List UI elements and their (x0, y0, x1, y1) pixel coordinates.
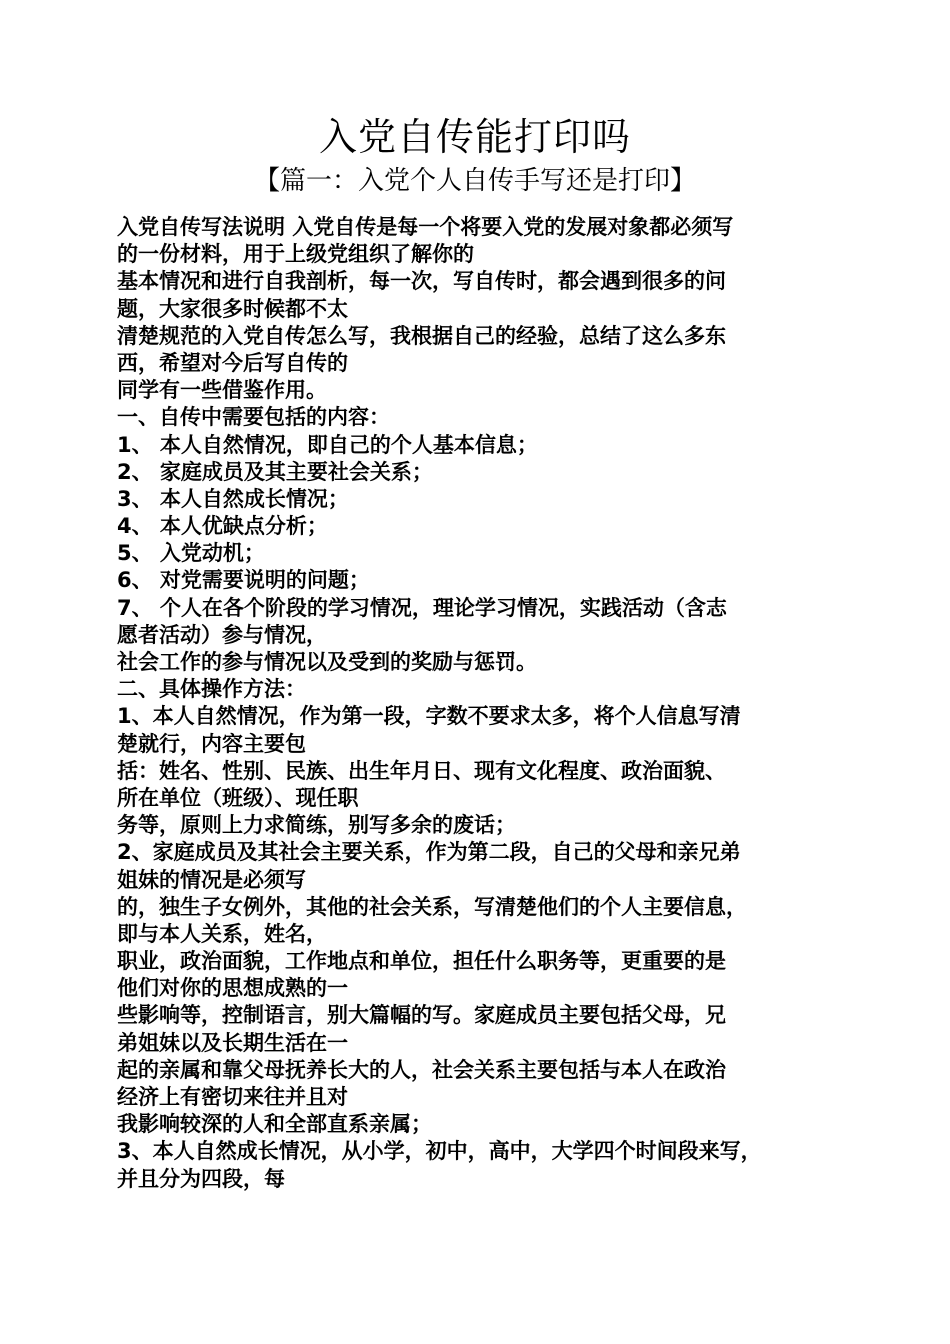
text-line: 楚就行，内容主要包 (117, 731, 306, 756)
text-line: 所在单位（班级）、现任职 (117, 785, 359, 810)
text-line: 6、 对党需要说明的问题； (117, 568, 370, 593)
document-subtitle: 【篇一：入党个人自传手写还是打印】 (253, 166, 696, 196)
text-line: 我影响较深的人和全部直系亲属； (117, 1112, 432, 1137)
text-line: 姐妹的情况是必须写 (117, 867, 306, 892)
text-line: 3、 本人自然成长情况； (117, 486, 349, 511)
text-line: 2、家庭成员及其社会主要关系，作为第二段，自己的父母和亲兄弟 (117, 840, 741, 865)
text-line: 并且分为四段，每 (117, 1166, 285, 1191)
text-line: 题，大家很多时候都不太 (117, 296, 348, 321)
text-line: 一、自传中需要包括的内容： (117, 405, 390, 430)
document-title: 入党自传能打印吗 (318, 115, 631, 159)
text-line: 务等，原则上力求简练，别写多余的废话； (117, 813, 516, 838)
text-line: 的一份材料，用于上级党组织了解你的 (117, 242, 474, 267)
text-line: 入党自传写法说明 入党自传是每一个将要入党的发展对象都必须写 (117, 215, 734, 239)
text-line: 社会工作的参与情况以及受到的奖励与惩罚。 (117, 650, 537, 674)
text-line: 起的亲属和靠父母抚养长大的人，社会关系主要包括与本人在政治 (117, 1057, 726, 1082)
text-line: 清楚规范的入党自传怎么写，我根据自己的经验，总结了这么多东 (117, 323, 726, 348)
text-line: 1、本人自然情况，作为第一段，字数不要求太多，将个人信息写清 (117, 704, 741, 729)
text-line: 4、 本人优缺点分析； (117, 514, 328, 539)
text-line: 二、具体操作方法： (117, 677, 306, 702)
text-line: 5、 入党动机； (117, 541, 265, 566)
text-line: 经济上有密切来往并且对 (117, 1085, 348, 1109)
text-line: 他们对你的思想成熟的一 (117, 976, 348, 1001)
text-line: 职业，政治面貌，工作地点和单位，担任什么职务等，更重要的是 (117, 949, 726, 974)
text-line: 些影响等，控制语言，别大篇幅的写。家庭成员主要包括父母，兄 (117, 1003, 726, 1028)
text-line: 括：姓名、性别、民族、出生年月日、现有文化程度、政治面貌、 (117, 758, 726, 783)
text-line: 1、 本人自然情况，即自己的个人基本信息； (117, 432, 538, 457)
text-line: 7、 个人在各个阶段的学习情况，理论学习情况，实践活动（含志 (117, 595, 727, 620)
text-line: 愿者活动）参与情况， (117, 622, 327, 647)
text-line: 同学有一些借鉴作用。 (117, 378, 327, 403)
text-line: 2、 家庭成员及其主要社会关系； (117, 459, 433, 484)
text-line: 基本情况和进行自我剖析，每一次，写自传时，都会遇到很多的问 (117, 269, 726, 294)
document-body (117, 214, 842, 1193)
text-line: 西，希望对今后写自传的 (117, 350, 348, 375)
text-line: 的，独生子女例外，其他的社会关系，写清楚他们的个人主要信息， (117, 894, 747, 919)
text-line: 弟姐妹以及长期生活在一 (117, 1030, 348, 1055)
text-line: 即与本人关系，姓名， (117, 921, 327, 946)
text-line: 3、本人自然成长情况，从小学，初中，高中，大学四个时间段来写， (117, 1139, 762, 1164)
